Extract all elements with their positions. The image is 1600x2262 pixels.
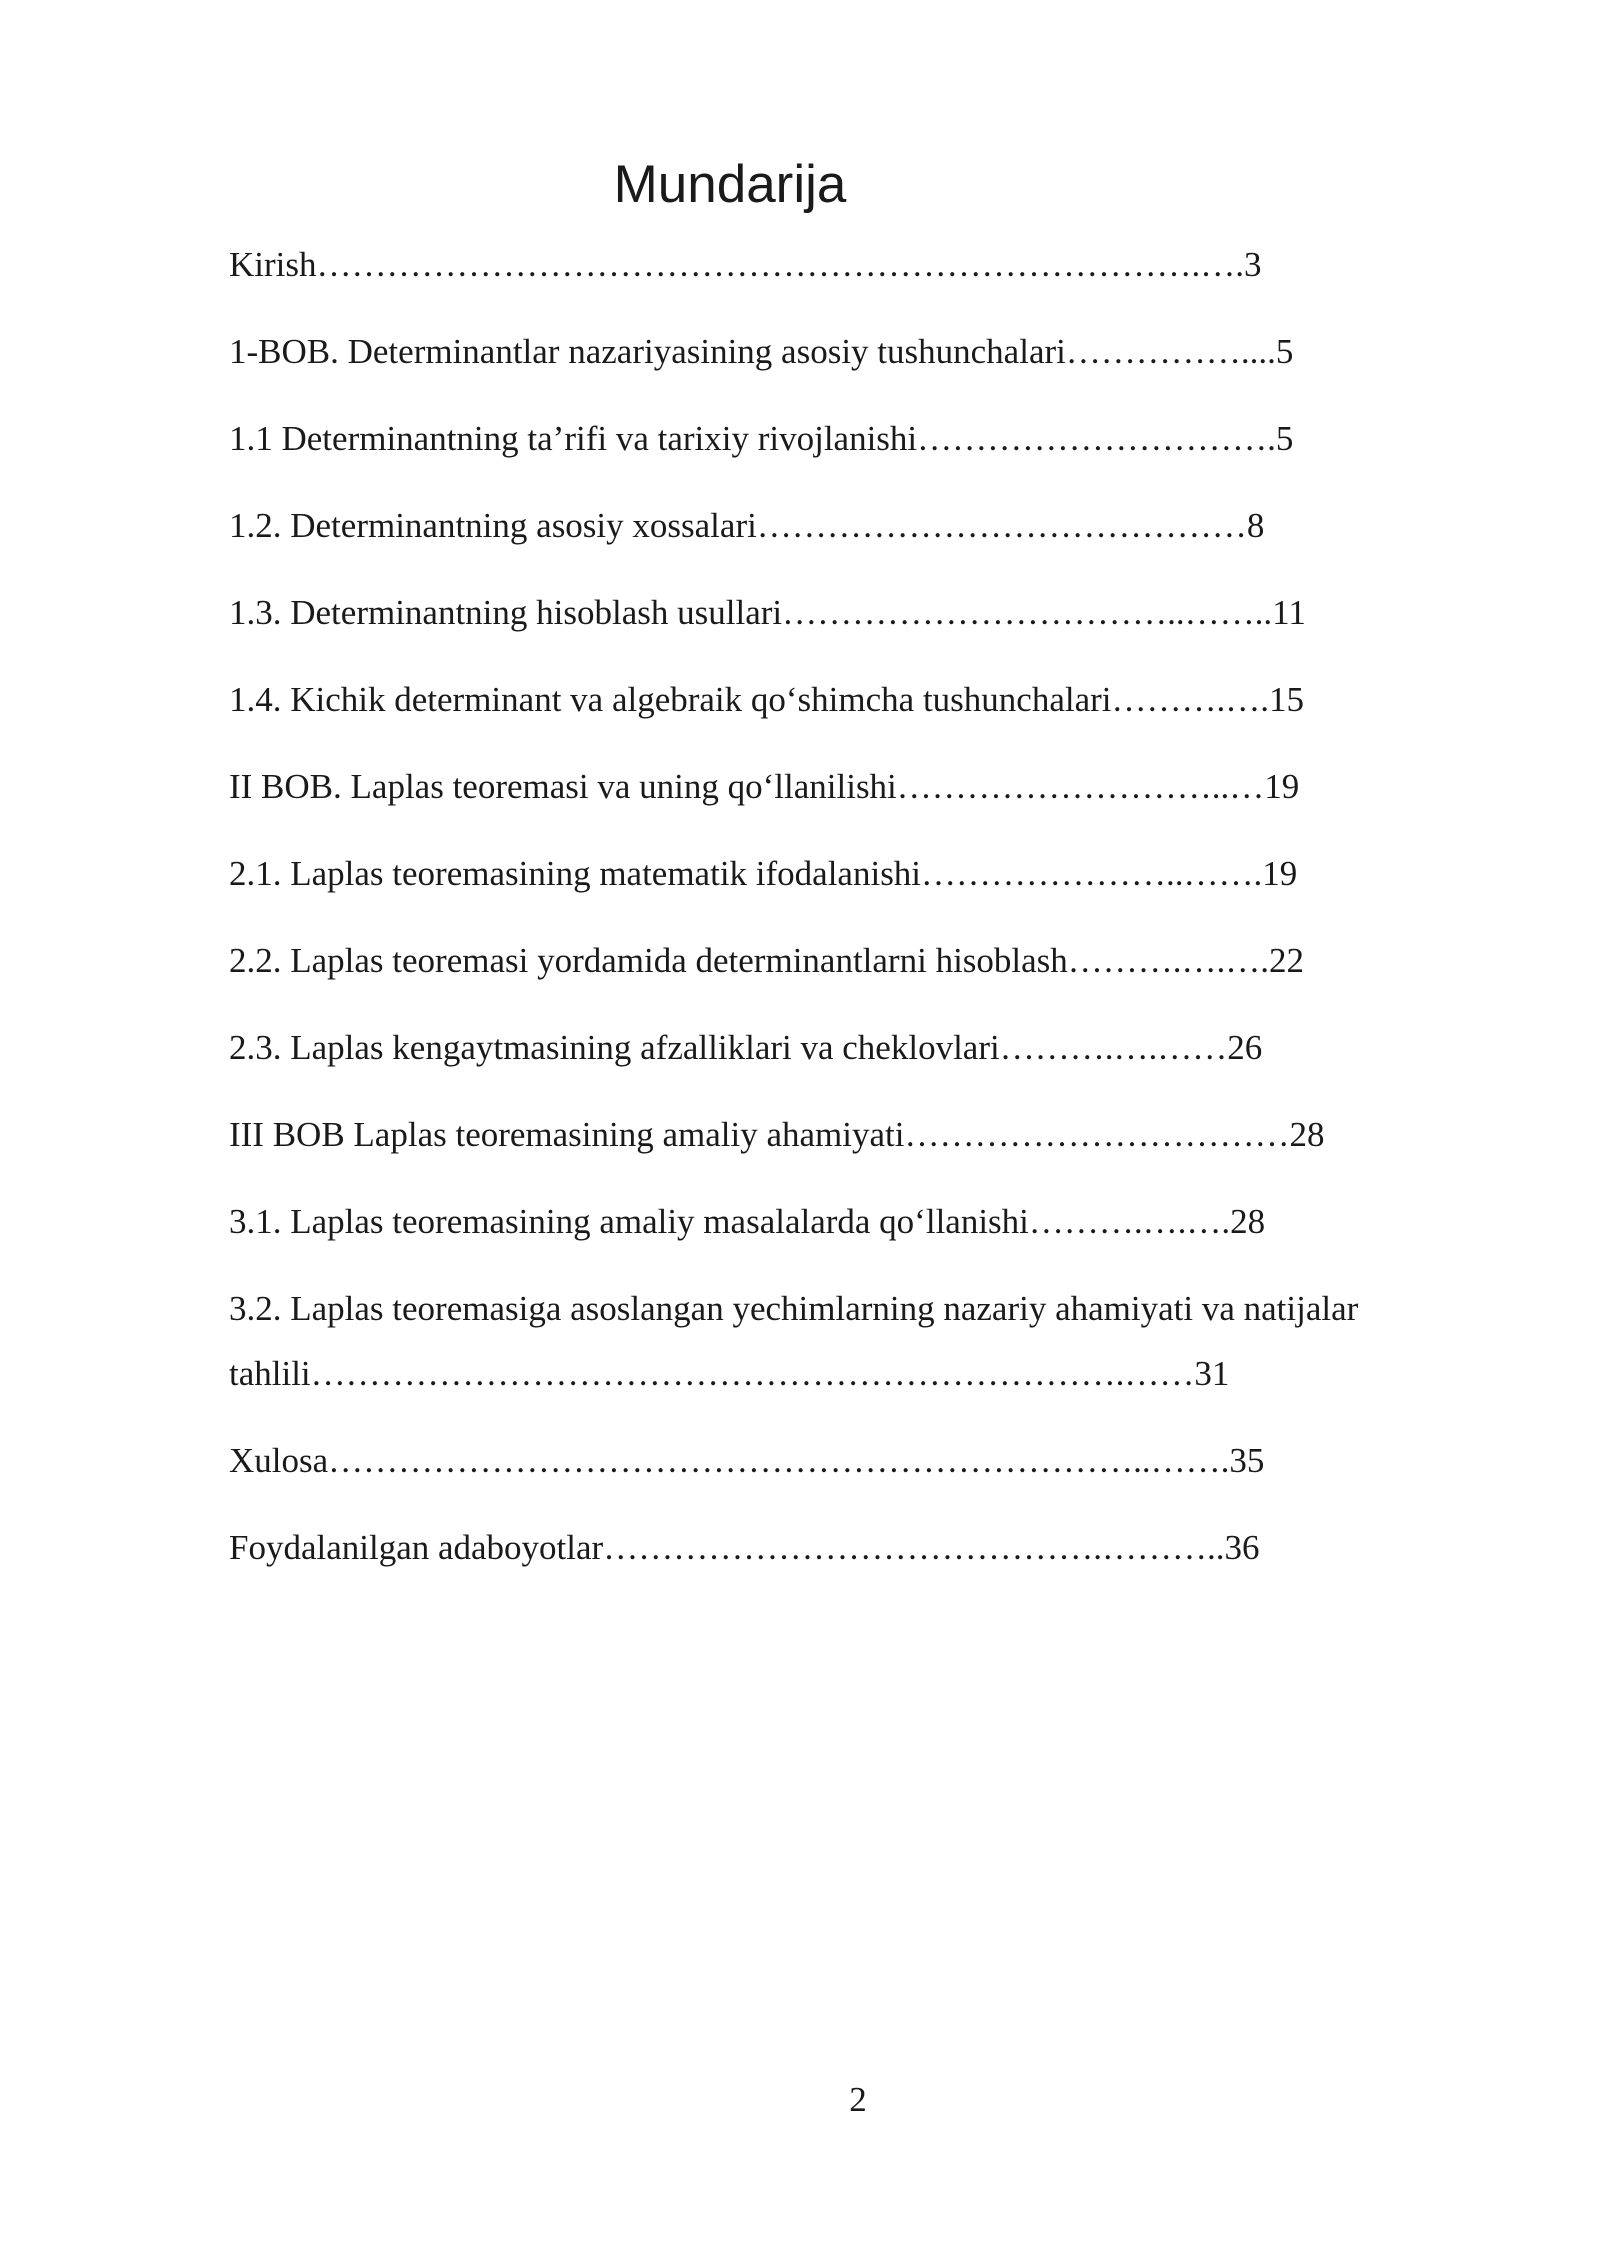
toc-entry-leader: ……………………………..…….. [782, 593, 1273, 632]
toc-entry-leader: ……………………………………………………………..……. [328, 1441, 1230, 1480]
toc-entry [229, 406, 1479, 471]
toc-entry-leader: ……….….…. [1067, 941, 1270, 980]
toc-entry-label: 3.1. Laplas teoremasining amaliy masalalarda qo‘llanishi [229, 1202, 1029, 1241]
toc-entry-page: 5 [1275, 419, 1294, 458]
toc-entry-label: III BOB Laplas teoremasining amaliy ahamiyati [229, 1115, 905, 1154]
toc-entry [229, 580, 1479, 645]
toc-entry-label: 1-BOB. Determinantlar nazariyasining asosiy tushunchalari [229, 332, 1066, 371]
toc-entry-page: 35 [1229, 1441, 1265, 1480]
table-of-contents [229, 232, 1479, 1602]
toc-entry-leader: ……………... [1065, 332, 1268, 371]
toc-entry [229, 1015, 1479, 1080]
toc-entry-leader: ………………………..… [896, 767, 1265, 806]
toc-entry-page: .5 [1267, 332, 1294, 371]
toc-entry [229, 1515, 1479, 1580]
toc-entry-page: 8 [1246, 506, 1265, 545]
toc-entry-label: 2.2. Laplas teoremasi yordamida determinantlarni hisoblash [229, 941, 1068, 980]
toc-entry-page: 31 [1194, 1354, 1230, 1393]
toc-entry-leader: …………………………. [917, 419, 1276, 458]
toc-entry [229, 1102, 1479, 1167]
toc-entry-page: 15 [1269, 680, 1305, 719]
toc-entry [229, 493, 1479, 558]
toc-entry-page: 28 [1230, 1202, 1266, 1241]
toc-entry-page: .3 [1235, 245, 1262, 284]
toc-entry-leader: ……….….…. [1028, 1202, 1231, 1241]
toc-entry-label: 1.3. Determinantning hisoblash usullari [229, 593, 783, 632]
toc-entry-leader: …………………..……. [921, 854, 1263, 893]
toc-entry-leader: …………………………………………………………….…… [310, 1354, 1195, 1393]
toc-entry-page: 19 [1262, 854, 1298, 893]
toc-entry [229, 232, 1479, 297]
toc-entry [229, 928, 1479, 993]
toc-entry-label: 1.2. Determinantning asosiy xossalari [229, 506, 757, 545]
toc-entry-page: 22 [1269, 941, 1305, 980]
toc-entry-label: Xulosa [229, 1441, 329, 1480]
toc-entry-page: 26 [1227, 1028, 1263, 1067]
toc-entry-leader: ……….…. [1111, 680, 1270, 719]
toc-entry-leader: …………………………………… [756, 506, 1247, 545]
toc-entry [229, 1428, 1479, 1493]
page-number: 2 [849, 2080, 867, 2119]
toc-entry-label: 1.4. Kichik determinant va algebraik qo‘shimcha tushunchalari [229, 680, 1112, 719]
toc-entry-label: Kirish [229, 245, 317, 284]
toc-entry-label: 2.3. Laplas kengaytmasining afzalliklari va cheklovlari [229, 1028, 1000, 1067]
toc-entry-label: Foydalanilgan adaboyotlar [229, 1528, 604, 1567]
toc-entry [229, 667, 1479, 732]
toc-entry-page: 11 [1272, 593, 1306, 632]
toc-entry-page: 28 [1289, 1115, 1325, 1154]
toc-entry [229, 754, 1479, 819]
toc-entry-page: 36 [1224, 1528, 1260, 1567]
toc-entry [229, 319, 1479, 384]
page-title: Mundarija [613, 155, 847, 214]
toc-entry [229, 1276, 1479, 1406]
toc-entry [229, 841, 1479, 906]
toc-entry-leader: …………………………… [904, 1115, 1290, 1154]
toc-entry-page: 19 [1264, 767, 1300, 806]
toc-entry [229, 1189, 1479, 1254]
toc-entry-label: 3.2. Laplas teoremasiga asoslangan yechimlarning nazariy ahamiyati va natijalar tahlili [229, 1289, 1368, 1393]
toc-entry-label: II BOB. Laplas teoremasi va uning qo‘llanilishi [229, 767, 897, 806]
toc-entry-leader: ……….….…… [999, 1028, 1228, 1067]
toc-entry-label: 1.1 Determinantning ta’rifi va tarixiy rivojlanishi [229, 419, 918, 458]
toc-entry-leader: ………………………………………………………………….… [316, 245, 1236, 284]
toc-entry-label: 2.1. Laplas teoremasining matematik ifodalanishi [229, 854, 922, 893]
toc-entry-leader: …………………………………….……….. [603, 1528, 1225, 1567]
